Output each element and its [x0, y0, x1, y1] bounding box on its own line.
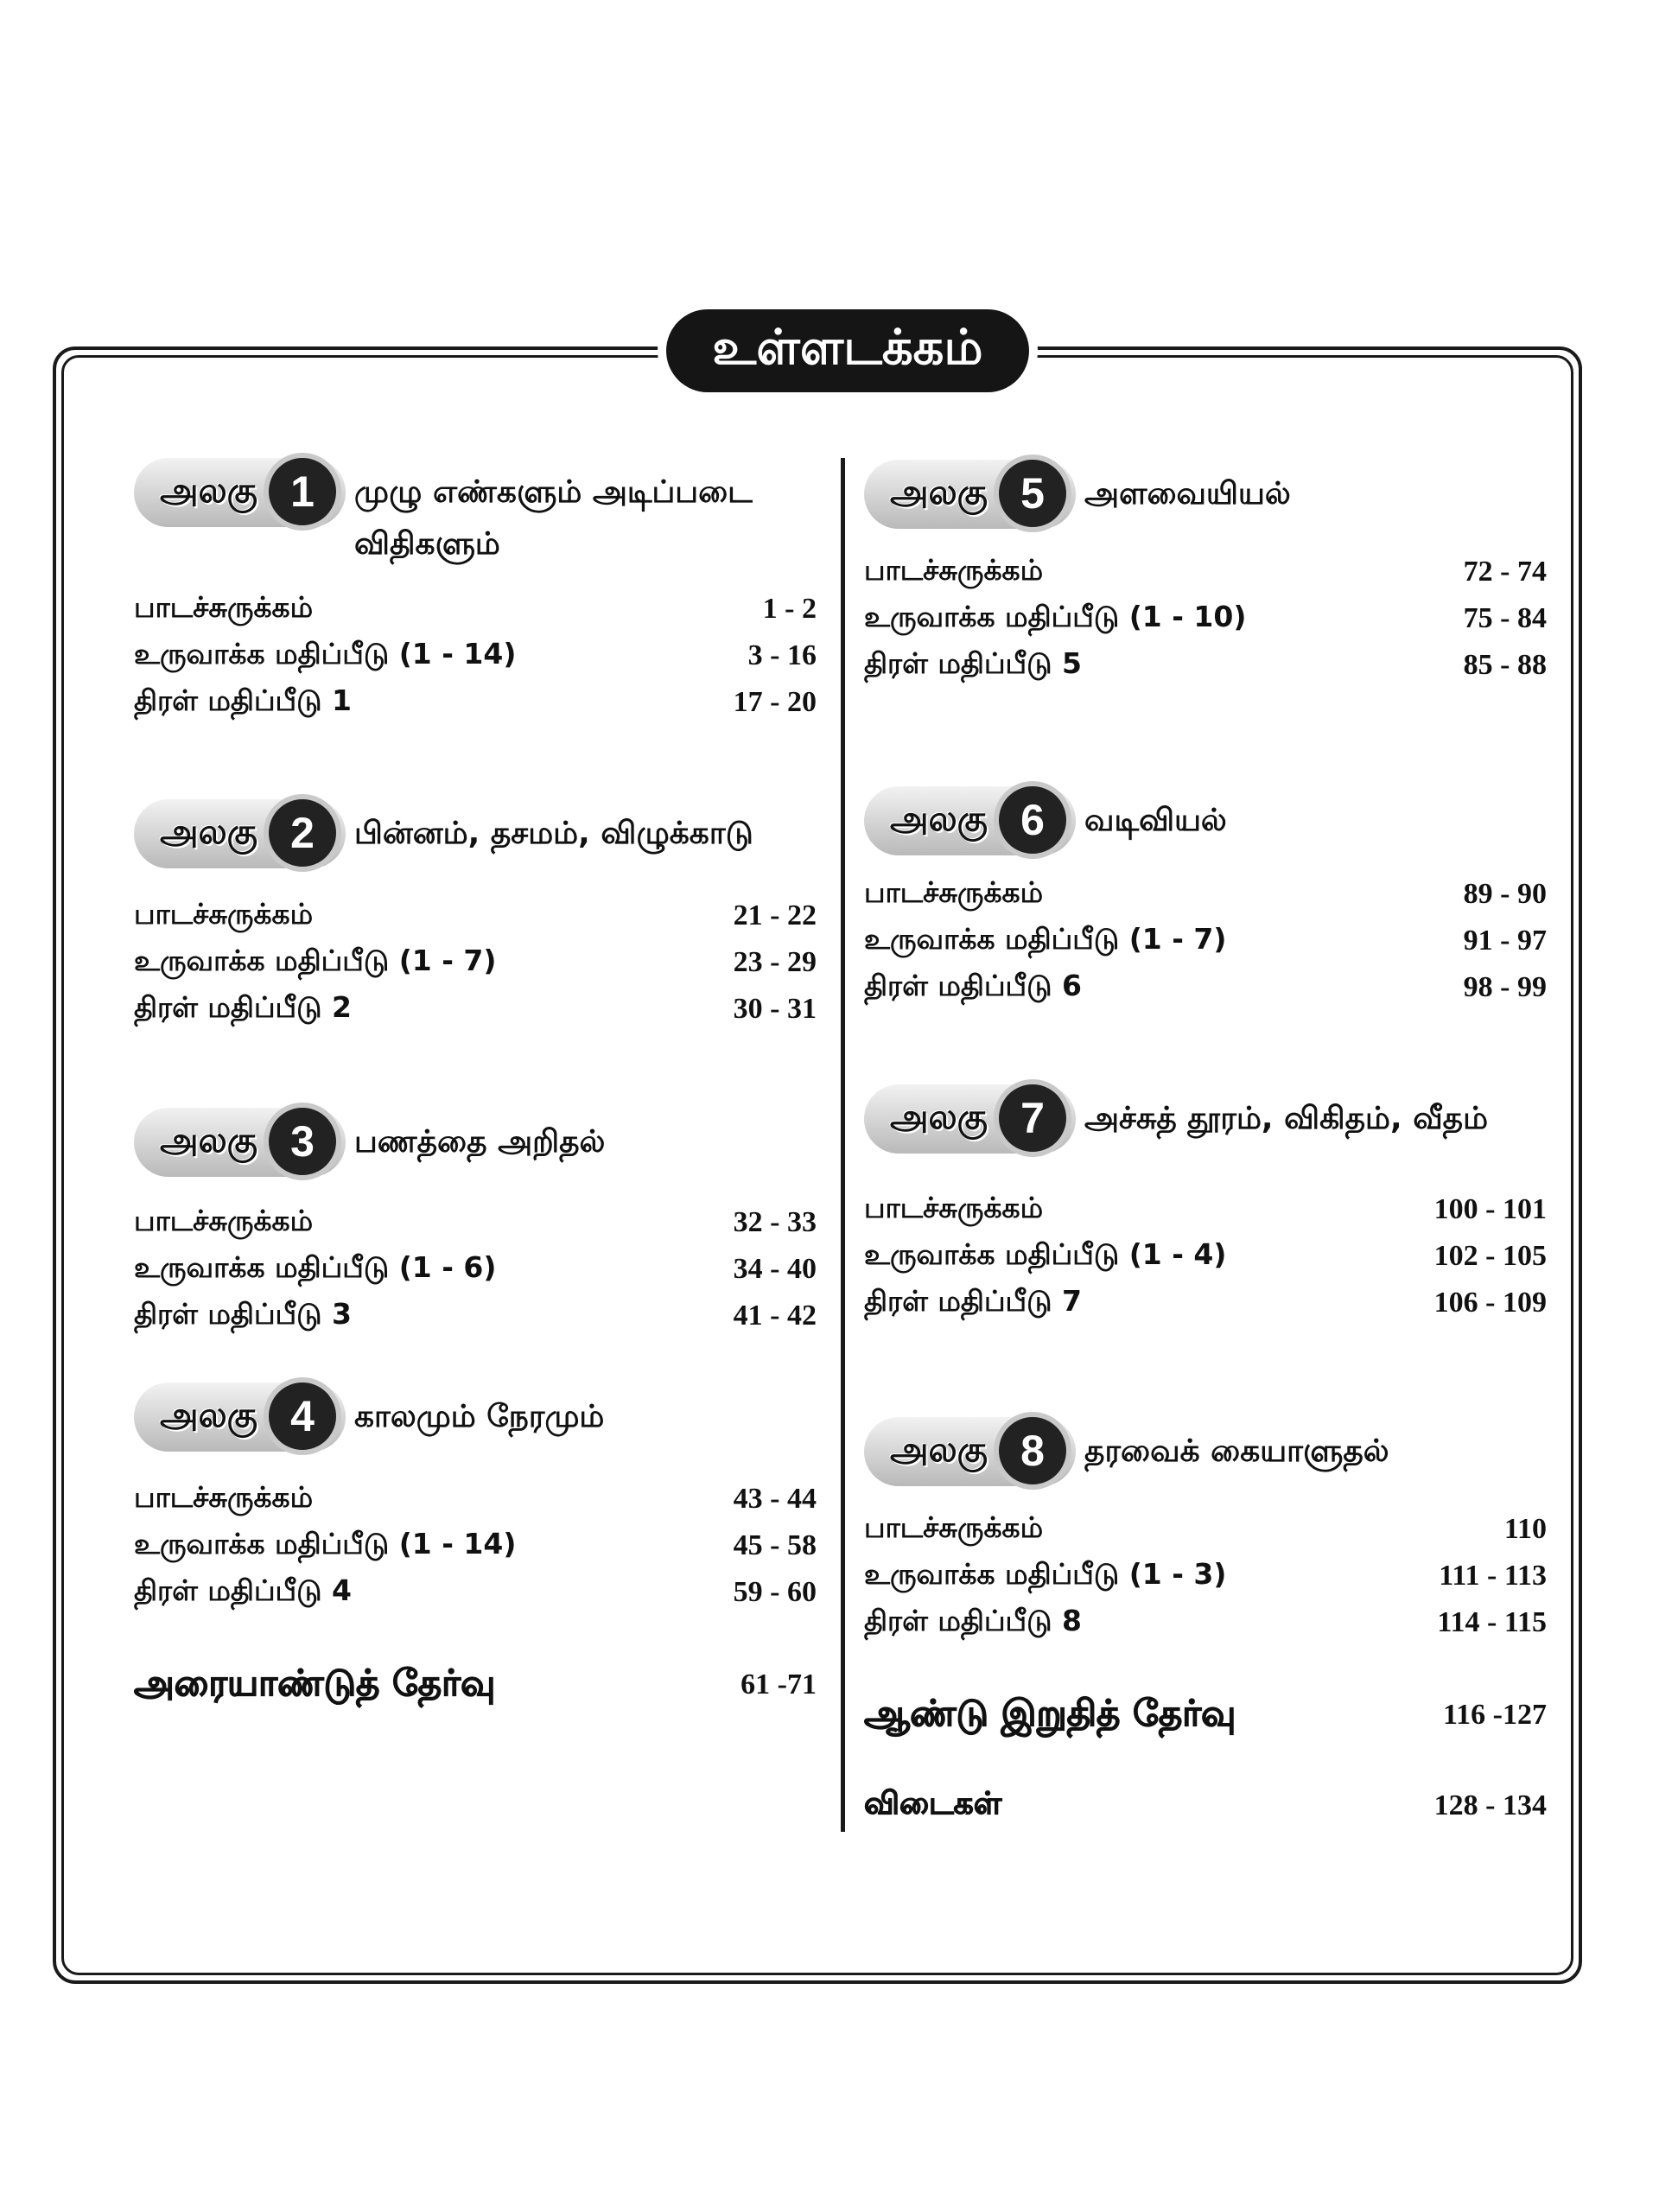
toc-row-pages: 1 - 2	[762, 593, 817, 625]
unit-badge-label: அலகு	[890, 1096, 988, 1137]
toc-row-label: திரள் மதிப்பீடு 8	[864, 1604, 1082, 1637]
exam-row[interactable]	[864, 1685, 1547, 1745]
toc-row-label: பாடச்சுருக்கம்	[864, 553, 1044, 587]
toc-row[interactable]	[864, 1235, 1547, 1278]
toc-row-label: திரள் மதிப்பீடு 7	[864, 1284, 1082, 1318]
unit-title: காலமும் நேரமும்	[354, 1399, 605, 1434]
toc-row[interactable]	[134, 588, 817, 631]
exam-label: விடைகள்	[864, 1786, 1002, 1821]
unit-title: தரவைக் கையாளுதல்	[1084, 1433, 1389, 1469]
toc-row-label: பாடச்சுருக்கம்	[864, 1510, 1044, 1544]
unit-badge-label: அலகு	[890, 798, 988, 839]
exam-label: ஆண்டு இறுதித் தேர்வு	[864, 1691, 1236, 1734]
exam-pages: 128 - 134	[1433, 1789, 1547, 1821]
toc-row-pages: 85 - 88	[1463, 649, 1547, 681]
toc-row-pages: 32 - 33	[733, 1206, 817, 1238]
toc-row[interactable]	[134, 1571, 817, 1614]
toc-row-pages: 100 - 101	[1433, 1193, 1547, 1225]
unit-badge-label: அலகு	[160, 811, 257, 852]
toc-row-label: உருவாக்க மதிப்பீடு (1 - 3)	[864, 1557, 1227, 1591]
unit-8-header	[864, 1417, 1547, 1512]
toc-row-label: பாடச்சுருக்கம்	[864, 1191, 1044, 1224]
toc-row[interactable]	[864, 873, 1547, 916]
toc-row[interactable]	[864, 1188, 1547, 1231]
toc-row-label: திரள் மதிப்பீடு 3	[134, 1297, 352, 1331]
unit-number-badge: 4	[264, 1377, 341, 1455]
unit-number-badge: 5	[994, 454, 1071, 532]
toc-row-pages: 43 - 44	[733, 1483, 817, 1515]
toc-row[interactable]	[134, 681, 817, 724]
toc-row[interactable]	[864, 1554, 1547, 1598]
toc-row-label: உருவாக்க மதிப்பீடு (1 - 6)	[134, 1250, 497, 1284]
unit-number-badge: 8	[994, 1412, 1071, 1490]
toc-row[interactable]	[134, 1201, 817, 1244]
toc-row[interactable]	[134, 1294, 817, 1338]
toc-row-label: பாடச்சுருக்கம்	[134, 1204, 314, 1237]
toc-row[interactable]	[864, 597, 1547, 640]
toc-row[interactable]	[864, 966, 1547, 1009]
toc-row[interactable]	[864, 919, 1547, 963]
column-divider	[841, 458, 845, 1832]
toc-row[interactable]	[134, 988, 817, 1031]
unit-5-header	[864, 460, 1547, 555]
toc-row-label: உருவாக்க மதிப்பீடு (1 - 14)	[134, 637, 517, 671]
toc-row-label: திரள் மதிப்பீடு 6	[864, 969, 1082, 1002]
toc-row-pages: 114 - 115	[1437, 1606, 1547, 1638]
unit-title: முழு எண்களும் அடிப்படை விதிகளும்	[354, 474, 753, 562]
toc-row-label: திரள் மதிப்பீடு 4	[134, 1573, 352, 1607]
toc-row[interactable]	[134, 1524, 817, 1567]
unit-6-header	[864, 786, 1547, 881]
unit-4-header	[134, 1382, 817, 1478]
toc-row-pages: 72 - 74	[1463, 556, 1547, 588]
toc-row[interactable]	[864, 1508, 1547, 1551]
toc-row-pages: 75 - 84	[1463, 602, 1547, 634]
toc-row-label: திரள் மதிப்பீடு 1	[134, 683, 352, 717]
toc-row-label: உருவாக்க மதிப்பீடு (1 - 7)	[864, 922, 1227, 956]
toc-row-label: உருவாக்க மதிப்பீடு (1 - 10)	[864, 600, 1247, 633]
toc-row[interactable]	[134, 941, 817, 984]
exam-pages: 116 -127	[1443, 1699, 1547, 1731]
unit-title: பின்னம், தசமம், விழுக்காடு	[354, 816, 753, 851]
toc-row-label: திரள் மதிப்பீடு 5	[864, 646, 1082, 680]
toc-row[interactable]	[134, 1478, 817, 1521]
toc-row-pages: 21 - 22	[733, 899, 817, 931]
unit-7-header	[864, 1084, 1547, 1179]
unit-3-header	[134, 1108, 817, 1203]
toc-row[interactable]	[134, 1248, 817, 1291]
toc-row[interactable]	[134, 634, 817, 677]
unit-badge-label: அலகு	[160, 470, 257, 511]
contents-heading: உள்ளடக்கம்	[666, 309, 1029, 392]
unit-badge-label: அலகு	[160, 1395, 257, 1435]
exam-row[interactable]	[134, 1659, 817, 1711]
toc-row[interactable]	[134, 894, 817, 938]
unit-title: அச்சுத் தூரம், விகிதம், வீதம்	[1084, 1101, 1489, 1136]
unit-number-badge: 2	[264, 794, 341, 872]
toc-row-pages: 98 - 99	[1463, 971, 1547, 1003]
unit-title: பணத்தை அறிதல்	[354, 1124, 606, 1160]
toc-row-pages: 41 - 42	[733, 1300, 817, 1332]
toc-row[interactable]	[864, 550, 1547, 594]
toc-row-label: பாடச்சுருக்கம்	[134, 1480, 314, 1514]
toc-row-pages: 3 - 16	[747, 639, 817, 671]
exam-pages: 61 -71	[741, 1669, 817, 1700]
toc-row-pages: 102 - 105	[1433, 1240, 1547, 1272]
toc-row-pages: 23 - 29	[733, 946, 817, 978]
unit-title: வடிவியல்	[1084, 803, 1227, 838]
unit-title: அளவையியல்	[1084, 476, 1291, 512]
toc-row-pages: 111 - 113	[1439, 1560, 1547, 1592]
toc-row-pages: 89 - 90	[1463, 878, 1547, 910]
unit-badge-label: அலகு	[890, 472, 988, 512]
toc-row-pages: 106 - 109	[1433, 1287, 1547, 1319]
toc-row-pages: 45 - 58	[733, 1529, 817, 1561]
toc-row-label: உருவாக்க மதிப்பீடு (1 - 7)	[134, 944, 497, 977]
toc-row-label: திரள் மதிப்பீடு 2	[134, 990, 352, 1024]
toc-row-pages: 17 - 20	[733, 686, 817, 718]
unit-2-header	[134, 799, 817, 894]
unit-number-badge: 6	[994, 781, 1071, 859]
toc-row-label: உருவாக்க மதிப்பீடு (1 - 4)	[864, 1237, 1227, 1271]
toc-row-pages: 59 - 60	[733, 1576, 817, 1608]
toc-row[interactable]	[864, 1281, 1547, 1325]
toc-row-pages: 91 - 97	[1463, 925, 1547, 957]
unit-badge-label: அலகு	[160, 1120, 257, 1160]
toc-row-pages: 110	[1503, 1513, 1547, 1545]
unit-number-badge: 7	[994, 1079, 1071, 1157]
toc-row-label: பாடச்சுருக்கம்	[134, 590, 314, 624]
toc-row[interactable]	[864, 1601, 1547, 1644]
toc-row-label: உருவாக்க மதிப்பீடு (1 - 14)	[134, 1527, 517, 1560]
unit-1-header	[134, 458, 817, 562]
toc-row-pages: 34 - 40	[733, 1253, 817, 1285]
unit-number-badge: 1	[264, 453, 341, 531]
toc-row-label: பாடச்சுருக்கம்	[864, 875, 1044, 909]
unit-number-badge: 3	[264, 1103, 341, 1180]
unit-badge-label: அலகு	[890, 1429, 988, 1470]
toc-row[interactable]	[864, 644, 1547, 687]
toc-row-pages: 30 - 31	[733, 993, 817, 1025]
exam-label: அரையாண்டுத் தேர்வு	[134, 1661, 496, 1704]
exam-row[interactable]	[864, 1784, 1547, 1827]
toc-row-label: பாடச்சுருக்கம்	[134, 897, 314, 931]
